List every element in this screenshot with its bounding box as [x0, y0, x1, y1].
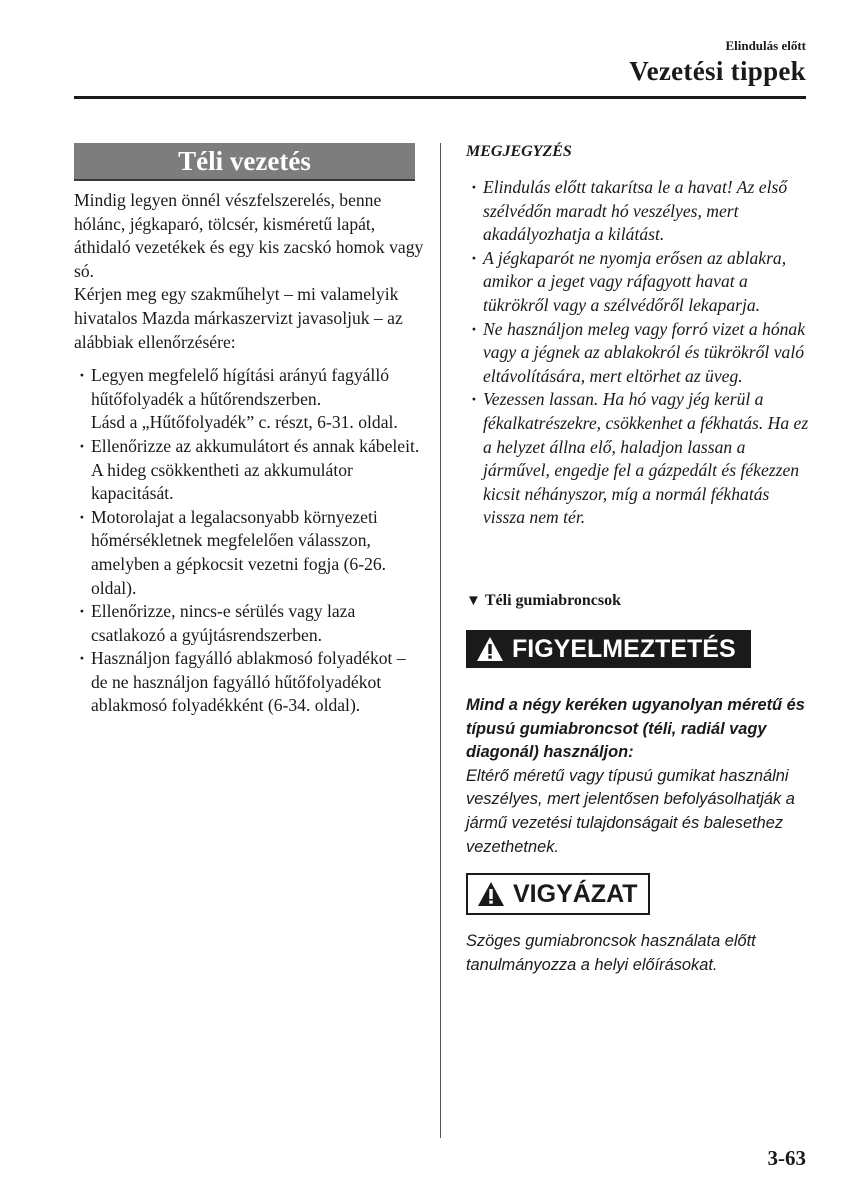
column-divider [440, 143, 441, 1138]
list-item: · Motorolajat a legalacsonyabb környezeti hőmérsékletnek megfelelően válasszon, amelyben a gépkocsit vezetni fogja (6-26. oldal). [74, 506, 424, 600]
list-item-text: Legyen megfelelő hígítási arányú fagyálló hűtőfolyadék a hűtőrendszerben. [91, 365, 390, 409]
triangle-down-icon: ▼ [466, 593, 481, 609]
caution-text: Szöges gumiabroncsok használata előtt tanulmányozza a helyi előírásokat. [466, 932, 756, 974]
page-number: 3-63 [767, 1146, 806, 1170]
list-item [74, 364, 424, 435]
note-item: · Elindulás előtt takarítsa le a havat! Az első szélvédőn maradt hó veszélyes, mert akadályozhatja a kilátást. [466, 176, 811, 247]
caution-label: VIGYÁZAT [513, 879, 638, 908]
warning-body-text: Eltérő méretű vagy típusú gumikat használni veszélyes, mert jelentősen befolyásolhatják a jármű vezetési tulajdonságait és balesethez vezethetnek. [466, 766, 795, 856]
subheading [466, 592, 621, 610]
list-item: · Ellenőrizze, nincs-e sérülés vagy laza csatlakozó a gyújtásrendszerben. [74, 600, 424, 647]
note-item: · Vezessen lassan. Ha hó vagy jég kerül a fékalkatrészekre, csökkenhet a fékhatás. Ha ez a helyzet állna elő, haladjon lassan a járművel, engedje fel a gázpedált és fékezzen kicsit néhányszor, míg a normál fékhatás vissza nem tér. [466, 388, 811, 530]
warning-bold-text: Mind a négy keréken ugyanolyan méretű és típusú gumiabroncsot (téli, radiál vagy diagonál) használjon: [466, 696, 805, 762]
header-rule [74, 96, 806, 99]
warning-banner [466, 630, 751, 668]
section-banner: Téli vezetés [74, 143, 415, 181]
caution-icon [477, 881, 505, 907]
subheading-text: Téli gumiabroncsok [484, 592, 622, 609]
list-item: · Használjon fagyálló ablakmosó folyadékot – de ne használjon fagyálló hűtőfolyadékot ablakmosó folyadékként (6-34. oldal). [74, 647, 424, 718]
note-item: · Ne használjon meleg vagy forró vizet a hónak vagy a jégnek az ablakokról és tükrökről való eltávolítására, mert eltörhet az üveg. [466, 318, 811, 389]
chapter-heading: Elindulás előtt [725, 38, 806, 53]
note-item: · A jégkaparót ne nyomja erősen az ablakra, amikor a jeget vagy ráfagyott havat a tükrökről vagy a szélvédőről lekaparja. [466, 247, 811, 318]
note-title: MEGJEGYZÉS [466, 143, 572, 160]
warning-text [466, 694, 811, 859]
list-item: · Ellenőrizze az akkumulátort és annak kábeleit. A hideg csökkentheti az akkumulátor kapacitását. [74, 435, 424, 506]
intro-paragraph-1: Mindig legyen önnél vészfelszerelés, benne hólánc, jégkaparó, tölcsér, kisméretű lapát, áthidaló vezetékek és egy kis zacskó homok vagy só. [74, 190, 424, 281]
checklist [74, 364, 424, 718]
section-heading: Vezetési tippek [629, 56, 806, 86]
caution-banner [466, 873, 650, 915]
warning-icon [476, 636, 504, 662]
left-column-text [74, 189, 424, 718]
warning-label: FIGYELMEZTETÉS [512, 634, 736, 663]
list-item-reference: Lásd a „Hűtőfolyadék” c. részt, 6-31. oldal. [91, 412, 398, 433]
note-list [466, 176, 811, 530]
intro-paragraph-2: Kérjen meg egy szakműhelyt – mi valamelyik hivatalos Mazda márkaszervizt javasoljuk – az alábbiak ellenőrzésére: [74, 284, 403, 352]
